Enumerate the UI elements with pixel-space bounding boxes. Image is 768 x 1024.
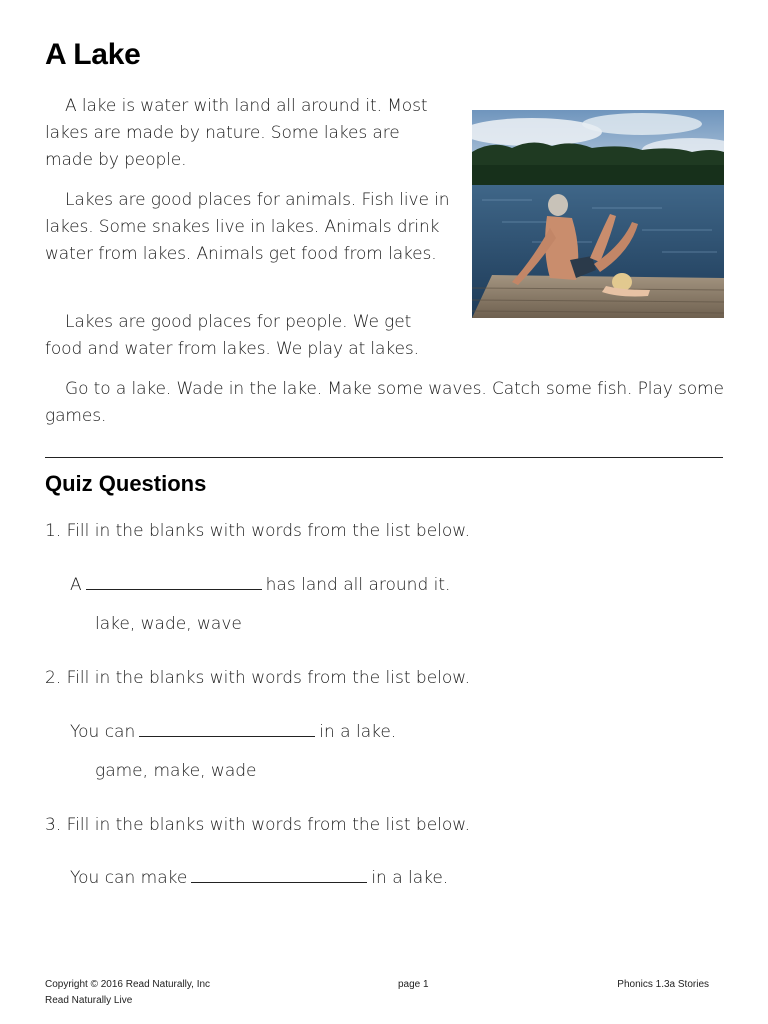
question-2-prompt: 2. Fill in the blanks with words from the list below. [45,668,471,688]
lake-photo [472,110,724,318]
page-title: A Lake [45,38,141,71]
question-2-after: in a lake. [319,722,397,742]
question-1-blank[interactable] [86,575,262,590]
question-2-sentence [70,722,396,742]
question-1-word-list: lake, wade, wave [95,614,242,634]
question-3-blank[interactable] [191,868,367,883]
question-1-prompt: 1. Fill in the blanks with words from the list below. [45,521,471,541]
footer-copyright: Copyright © 2016 Read Naturally, Inc [45,979,211,990]
story-paragraph-2: Lakes are good places for animals. Fish live in lakes. Some snakes live in lakes. Animals drink water from lakes. Animals get food from lakes. [45,190,450,264]
question-1-before: A [70,575,82,595]
question-3-sentence [70,868,448,888]
question-2-before: You can [70,722,136,742]
question-1-after: has land all around it. [265,575,451,595]
story-paragraph-1: A lake is water with land all around it. Most lakes are made by nature. Some lakes are made by people. [45,96,428,170]
story-paragraph-4: Go to a lake. Wade in the lake. Make some waves. Catch some fish. Play some games. [45,379,724,426]
quiz-heading: Quiz Questions [45,471,207,496]
question-3-prompt: 3. Fill in the blanks with words from the list below. [45,815,471,835]
section-divider [45,457,723,458]
footer-series: Phonics 1.3a Stories [617,979,709,990]
question-3-after: in a lake. [371,868,449,888]
footer-brand: Read Naturally Live [45,995,133,1006]
question-1-sentence [70,575,450,595]
footer-page-number: page 1 [398,979,429,990]
question-2-word-list: game, make, wade [95,761,257,781]
question-2-blank[interactable] [139,722,315,737]
question-3-before: You can make [70,868,188,888]
story-paragraph-3: Lakes are good places for people. We get food and water from lakes. We play at lakes. [45,312,419,359]
